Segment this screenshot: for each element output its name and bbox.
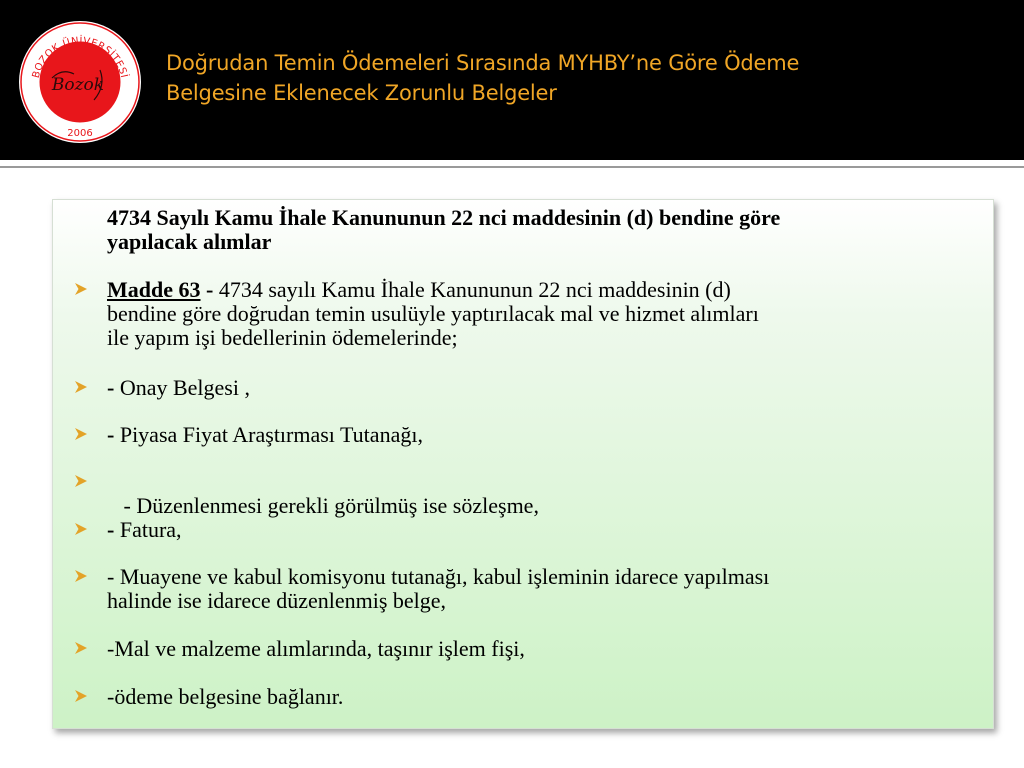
- bullet-arrow-icon: [74, 522, 88, 536]
- list-item: - Piyasa Fiyat Araştırması Tutanağı,: [107, 422, 423, 447]
- madde-label: Madde 63: [107, 277, 201, 302]
- page-title: [166, 48, 986, 108]
- list-item: - Düzenlenmesi gerekli görülmüş ise sözleşme,: [118, 493, 539, 518]
- bullet-arrow-icon: [74, 282, 88, 296]
- bullet-arrow-icon: [74, 380, 88, 394]
- bullet-arrow-icon: [74, 641, 88, 655]
- list-item: -Mal ve malzeme alımlarında, taşınır işlem fişi,: [107, 636, 525, 661]
- list-item: - Onay Belgesi ,: [107, 375, 250, 400]
- bullet-arrow-icon: [74, 689, 88, 703]
- bullet-arrow-icon: [74, 474, 88, 488]
- page-title-line-1: Doğrudan Temin Ödemeleri Sırasında MYHBY’ne Göre Ödeme: [166, 51, 800, 75]
- header-divider: [0, 160, 1024, 168]
- logo-signature: Bozok: [51, 75, 105, 95]
- university-logo: [18, 20, 142, 144]
- logo-ring-text: BOZOK ÜNİVERSİTESİ: [30, 35, 130, 80]
- bullet-arrow-icon: [74, 427, 88, 441]
- list-item: -ödeme belgesine bağlanır.: [107, 684, 344, 709]
- list-item-madde-63: Madde 63 - 4734 sayılı Kamu İhale Kanununun 22 nci maddesinin (d) bendine göre doğrudan temin usulüyle yaptırılacak mal ve hizmet alımları ile yapım işi bedellerinin ödemelerinde;: [107, 277, 759, 350]
- bullet-arrow-icon: [74, 569, 88, 583]
- title-bar: [0, 0, 1024, 160]
- logo-year: 2006: [67, 128, 93, 139]
- list-item: - Fatura,: [107, 517, 182, 542]
- list-item: - Muayene ve kabul komisyonu tutanağı, kabul işleminin idarece yapılması halinde ise idarece düzenlenmiş belge,: [107, 564, 770, 613]
- section-heading: 4734 Sayılı Kamu İhale Kanununun 22 nci maddesinin (d) bendine göre yapılacak alımlar: [107, 205, 781, 254]
- page-title-line-2: Belgesine Eklenecek Zorunlu Belgeler: [166, 81, 557, 105]
